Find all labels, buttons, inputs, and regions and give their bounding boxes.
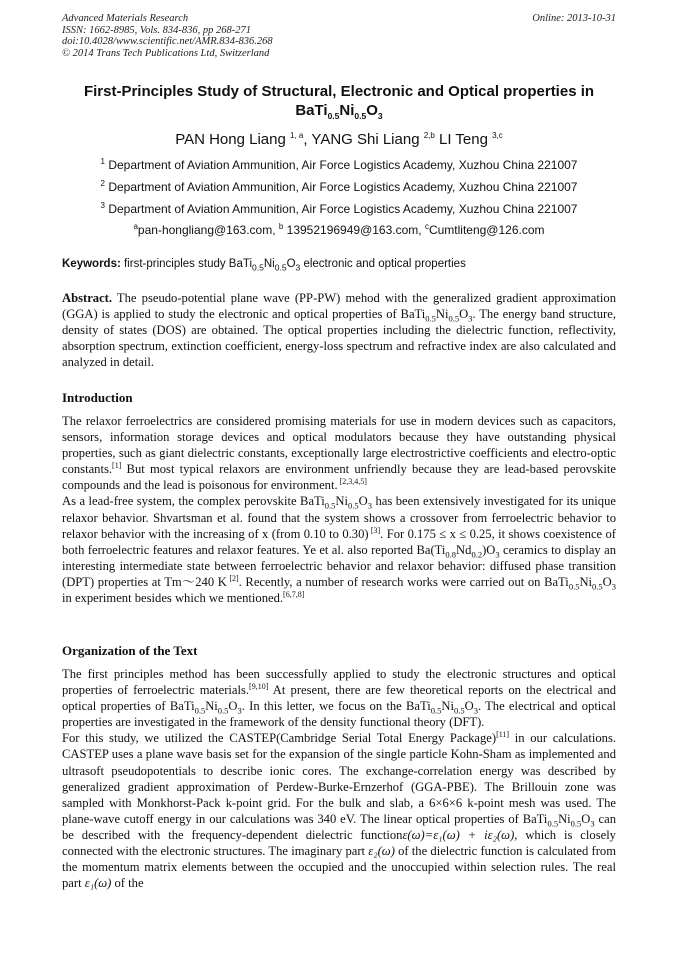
copyright-line: © 2014 Trans Tech Publications Ltd, Switzerland (62, 47, 270, 59)
author-name: PAN Hong Liang (175, 131, 290, 148)
epsilon-1: ε₁(ω) (84, 876, 112, 891)
author-name: YANG Shi Liang (311, 131, 424, 148)
doi-line: doi:10.4028/www.scientific.net/AMR.834-836.268 (62, 36, 273, 47)
organization-heading: Organization of the Text (62, 643, 198, 658)
paragraph: For this study, we utilized the CASTEP(Cambridge Serial Total Energy Package)[11] in our calculations. CASTEP uses a plane wave basis set for the expansion of the single particle Kohn-Sham as implemented and ultrasoft pseudopotentials to describe ionic cores. The exchange-correlation energy was described by generalized gradient approximation of Perdew-Burke-Ernzerhof (GGA-PBE). The Brillouin zone was sampled with Monkhorst-Pack k-point grid. For the bulk and slab, a 6×6×6 k-point mesh was used. The plane-wave cutoff energy in our calculations was 340 eV. The linear optical properties of $BaTi_{0.5}Ni_{0.5}O_3$ can be described with the frequency-dependent dielectric functionε(ω)=ε₁(ω) + iε₂(ω), which is closely connected with the electronic structures. The imaginary part ε₂(ω) of the dielectric function is calculated from the momentum matrix elements between the occupied and the unoccupied within selection rules. The real part ε₁(ω) of the (62, 730, 616, 891)
author-name: LI Teng (439, 131, 493, 148)
keywords: Keywords: first-principles study $BaTi_{0.5}Ni_{0.5}O_3$ electronic and optical properties (62, 258, 466, 273)
journal-name: Advanced Materials Research (62, 13, 189, 24)
abstract-label: Abstract. (62, 291, 113, 305)
title-line-1: First-Principles Study of Structural, Electronic and Optical properties in (83, 83, 595, 100)
online-date: Online: 2013-10-31 (532, 13, 616, 24)
introduction-text (62, 413, 616, 606)
author-list: PAN Hong Liang $^{1, a}$, YANG Shi Liang $^{2,b}$ LI Teng $^{3,c}$ (175, 131, 503, 148)
paragraph: The relaxor ferroelectrics are considered promising materials for use in modern devices such as capacitors, sensors, information storage devices and optical modulators because they have outstanding physical properties, such as giant dielectric constants, exceptionally large electrostrictive coefficients and electro-optic constants.[1] But most typical relaxors are environment unfriendly because they are lead-based perovskite compounds and the lead is poisonous for environment. [2,3,4,5] (62, 414, 616, 493)
affiliation-3: $^3$ Department of Aviation Ammunition, Air Force Logistics Academy, Xuzhou China 221007 (100, 201, 578, 216)
paragraph: As a lead-free system, the complex perovskite $BaTi_{0.5}Ni_{0.5}O_3$ has been extensively investigated for its unique relaxor behavior. Shvartsman et al. found that the system shows a crossover from ferroelectric behavior to relaxor behavior with the increasing of x (from 0.10 to 0.30) [3]. For 0.175 ≤ x ≤ 0.25, it shows coexistence of both ferroelectric features and relaxor features. Ye et al. also reported $Ba(Ti_{0.8}Nd_{0.2})O_3$ ceramics to display an interesting intermediate state between ferroelectric behavior and relaxor behavior: diffused phase transition (DPT) properties at Tm～240 K [2]. Recently, a number of research works were carried out on $BaTi_{0.5}Ni_{0.5}O_3$ in experiment besides which we mentioned.[6,7,8] (62, 494, 617, 606)
introduction-heading: Introduction (62, 390, 133, 405)
affiliation-2: $^2$ Department of Aviation Ammunition, Air Force Logistics Academy, Xuzhou China 221007 (100, 179, 578, 194)
issn-line: ISSN: 1662-8985, Vols. 834-836, pp 268-271 (62, 24, 251, 36)
journal-header (62, 13, 616, 59)
paper-title (50, 82, 628, 120)
abstract: Abstract. The pseudo-potential plane wave (PP-PW) mehod with the generalized gradient approximation (GGA) is applied to study the electronic and optical properties of $BaTi_{0.5}Ni_{0.5}O_3$. The energy band structure, density of states (DOS) are obtained. The optical properties including the dielectric function, reflectivity, absorption spectrum, extinction coefficient, energy-loss spectrum and refractive index are also calculated and analyzed in detail. (62, 291, 616, 370)
affiliation-1: $^1$ Department of Aviation Ammunition, Air Force Logistics Academy, Xuzhou China 221007 (100, 157, 578, 172)
paragraph: The first principles method has been successfully applied to study the electronic structures and optical properties of ferroelectric materials.[9,10] At present, there are few theoretical reports on the electrical and optical properties of $BaTi_{0.5}Ni_{0.5}O_3$. In this letter, we focus on the $BaTi_{0.5}Ni_{0.5}O_3$. The electrical and optical properties are investigated in the framework of the density functional theory (DFT). (62, 667, 616, 730)
epsilon-2: ε₂(ω) (368, 844, 395, 859)
title-formula: $BaTi_{0.5}Ni_{0.5}O_3$ (295, 102, 383, 121)
organization-text (62, 666, 616, 891)
dielectric-equation: ε(ω)=ε₁(ω) + iε₂(ω) (402, 827, 515, 842)
author-emails: $^a$pan-hongliang@163.com, $^b$ 13952196949@163.com, $^c$Cumtliteng@126.com (133, 222, 545, 237)
keywords-label: Keywords: (62, 258, 121, 270)
